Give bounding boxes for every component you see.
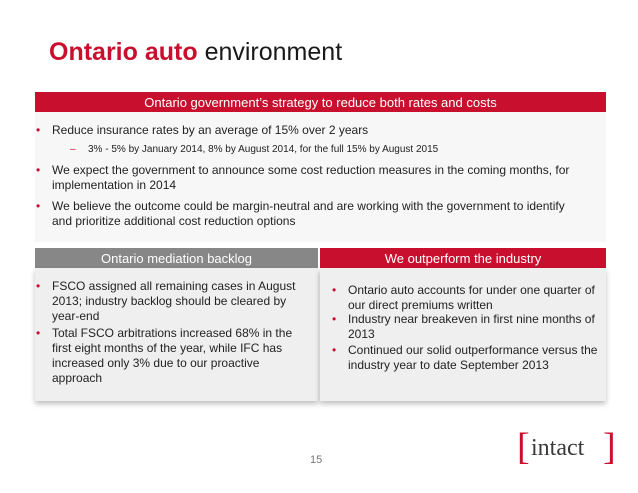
mediation-bullet-1: FSCO assigned all remaining cases in August 2013; industry backlog should be cleared by year-end <box>52 279 296 323</box>
outperform-bullet-2: Industry near breakeven in first nine months of 2013 <box>348 312 595 341</box>
bullet-dot: • <box>36 199 41 213</box>
outperform-bullet-1: Ontario auto accounts for under one quarter of our direct premiums written <box>348 283 595 312</box>
outperform-header-text: We outperform the industry <box>384 250 542 266</box>
intact-logo <box>517 428 621 468</box>
strategy-bullet-1: Reduce insurance rates by an average of 15% over 2 years <box>52 123 369 137</box>
bullet-dot: • <box>332 283 337 297</box>
title-rest: environment <box>204 38 343 66</box>
bullet-dot: • <box>36 326 41 340</box>
sub-bullet-dash: – <box>70 144 76 155</box>
bullet-dot: • <box>36 123 41 137</box>
mediation-bullet-2: Total FSCO arbitrations increased 68% in the first eight months of the year, while IFC has increased only 3% due to our proactive approach <box>52 326 293 385</box>
bullet-dot: • <box>36 163 41 177</box>
strategy-bullet-2: We expect the government to announce some cost reduction measures in the coming months, for implementation in 2014 <box>52 163 570 192</box>
bullet-dot: • <box>332 312 337 326</box>
strategy-header-text: Ontario government’s strategy to reduce both rates and costs <box>144 94 497 110</box>
outperform-bullet-3: Continued our solid outperformance versus the industry year to date September 2013 <box>348 343 598 372</box>
mediation-header-text: Ontario mediation backlog <box>100 250 253 266</box>
strategy-header <box>35 92 606 112</box>
strategy-sub-bullet: 3% - 5% by January 2014, 8% by August 2014, for the full 15% by August 2015 <box>88 144 439 155</box>
logo-bracket-right: ] <box>603 426 616 468</box>
logo-wordmark: intact <box>531 435 585 461</box>
outperform-header <box>320 248 606 268</box>
bullet-dot: • <box>332 343 337 357</box>
bullet-dot: • <box>36 279 41 293</box>
title-highlight: Ontario auto <box>49 38 198 66</box>
logo-bracket-left: [ <box>517 426 530 468</box>
mediation-header <box>35 248 318 268</box>
page-number: 15 <box>310 454 323 466</box>
page-title <box>49 40 342 65</box>
strategy-bullet-3: We believe the outcome could be margin-neutral and are working with the government to identify and prioritize additional cost reduction options <box>52 199 565 228</box>
